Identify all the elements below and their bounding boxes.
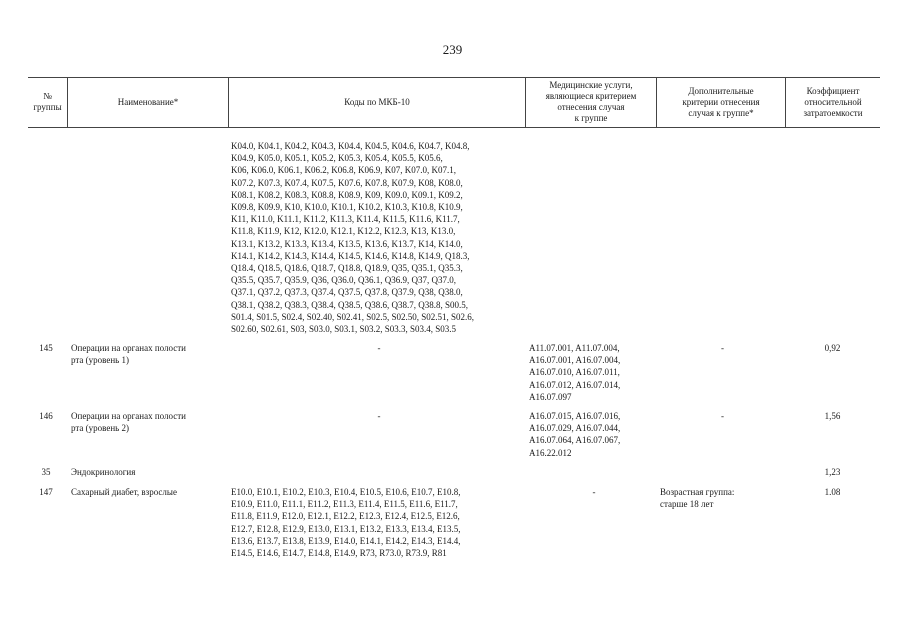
- icd-codes: -: [377, 411, 381, 421]
- section-number: 35: [41, 467, 51, 477]
- group-name: Операции на органах полости рта (уровень 2): [71, 411, 186, 434]
- medical-services: -: [592, 487, 596, 497]
- medical-services: A11.07.001, A11.07.004, A16.07.001, A16.07.004, A16.07.010, A16.07.011, A16.07.012, A16.07.014, A16.07.097: [529, 343, 621, 402]
- additional-criteria: Возрастная группа: старше 18 лет: [660, 487, 735, 510]
- icd-codes: -: [377, 343, 381, 353]
- additional-criteria: -: [721, 343, 724, 353]
- header-bottom-rule: [28, 127, 880, 128]
- page-number: 239: [442, 42, 463, 57]
- header-additional-criteria: Дополнительные критерии отнесения случая к группе*: [682, 85, 760, 118]
- header-coefficient: Коэффициент относительной затратоемкости: [803, 85, 863, 118]
- group-number: 147: [39, 487, 53, 497]
- header-group-number: № группы: [33, 91, 62, 112]
- header-icd-codes: Коды по МКБ-10: [344, 96, 410, 107]
- coefficient: 0,92: [824, 343, 841, 353]
- section-coefficient: 1,23: [824, 467, 841, 477]
- section-name: Эндокринология: [71, 467, 136, 477]
- continued-icd-codes: K04.0, K04.1, K04.2, K04.3, K04.4, K04.5, K04.6, K04.7, K04.8, K04.9, K05.0, K05.1, K05.2, K05.3, K05.4, K05.5, K05.6, K06, K06.0, K06.1, K06.2, K06.8, K06.9, K07, K07.0, K07.1, K07.2, K07.3, K07.4, K07.5, K07.6, K07.8, K07.9, K08, K08.0, K08.1, K08.2, K08.3, K08.8, K08.9, K09, K09.0, K09.1, K09.2, K09.8, K09.9, K10, K10.0, K10.1, K10.2, K10.3, K10.8, K10.9, K11, K11.0, K11.1, K11.2, K11.3, K11.4, K11.5, K11.6, K11.7, K11.8, K11.9, K12, K12.0, K12.1, K12.2, K12.3, K13, K13.0, K13.1, K13.2, K13.3, K13.4, K13.5, K13.6, K13.7, K14, K14.0, K14.1, K14.2, K14.3, K14.4, K14.5, K14.6, K14.8, K14.9, Q18.3, Q18.4, Q18.5, Q18.6, Q18.7, Q18.8, Q18.9, Q35, Q35.1, Q35.3, Q35.5, Q35.7, Q35.9, Q36, Q36.0, Q36.1, Q36.9, Q37, Q37.0, Q37.1, Q37.2, Q37.3, Q37.4, Q37.5, Q37.8, Q37.9, Q38, Q38.0, Q38.1, Q38.2, Q38.3, Q38.4, Q38.5, Q38.6, Q38.7, Q38.8, S00.5, S01.4, S01.5, S02.4, S02.40, S02.41, S02.5, S02.50, S02.51, S02.6, S02.60, S02.61, S03, S03.0, S03.1, S03.2, S03.3, S03.4, S03.5: [231, 141, 475, 335]
- medical-services: A16.07.015, A16.07.016, A16.07.029, A16.07.044, A16.07.064, A16.07.067, A16.22.012: [529, 411, 621, 458]
- header-name: Наименование*: [117, 96, 179, 107]
- additional-criteria: -: [721, 411, 724, 421]
- coefficient: 1,56: [824, 411, 841, 421]
- icd-codes: E10.0, E10.1, E10.2, E10.3, E10.4, E10.5, E10.6, E10.7, E10.8, E10.9, E11.0, E11.1, E11.2, E11.3, E11.4, E11.5, E11.6, E11.7, E11.8, E11.9, E12.0, E12.1, E12.2, E12.3, E12.4, E12.5, E12.6, E12.7, E12.8, E12.9, E13.0, E13.1, E13.2, E13.3, E13.4, E13.5, E13.6, E13.7, E13.8, E13.9, E14.0, E14.1, E14.2, E14.3, E14.4, E14.5, E14.6, E14.7, E14.8, E14.9, R73, R73.0, R73.9, R81: [231, 487, 461, 559]
- coefficient: 1.08: [824, 487, 841, 497]
- group-name: Операции на органах полости рта (уровень 1): [71, 343, 186, 366]
- group-number: 145: [39, 343, 53, 353]
- group-number: 146: [39, 411, 53, 421]
- header-medical-services: Медицинские услуги, являющиеся критерием отнесения случая к группе: [545, 80, 637, 123]
- group-name: Сахарный диабет, взрослые: [71, 487, 177, 497]
